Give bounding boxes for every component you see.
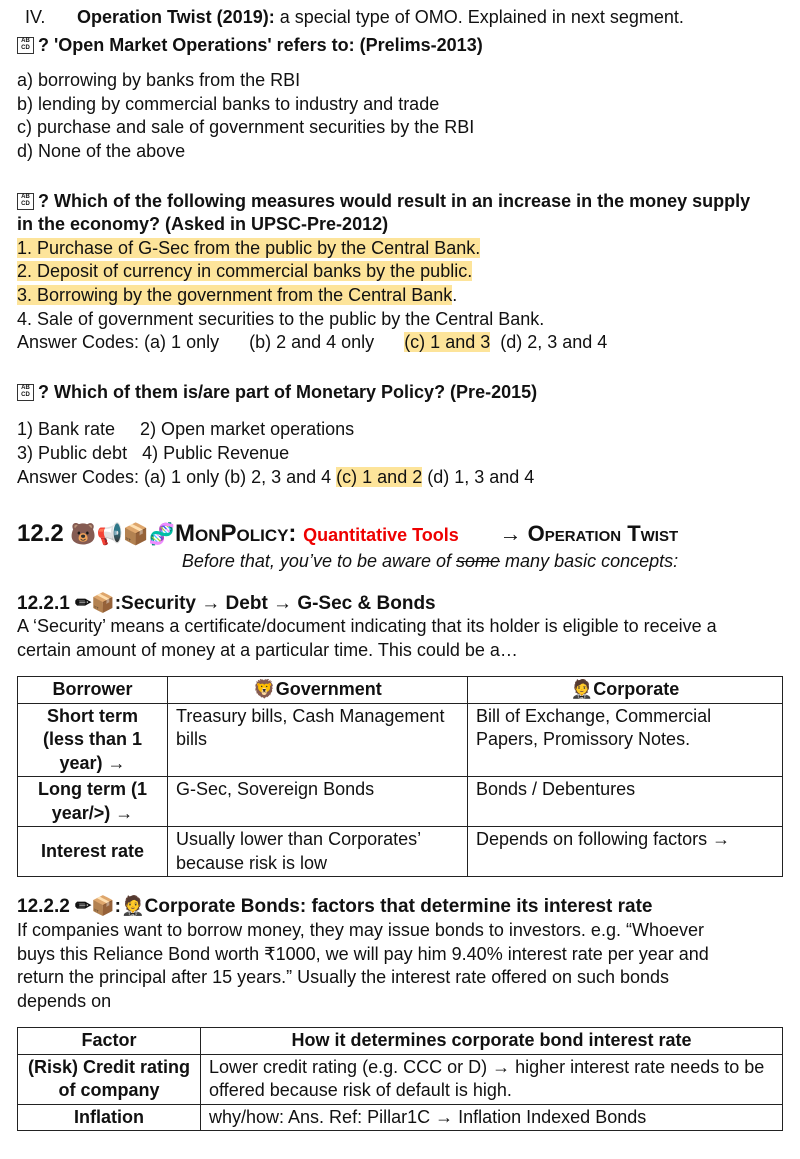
answer-suffix: (d) 1, 3 and 4 xyxy=(422,466,535,487)
subtitle-b: many basic concepts: xyxy=(500,551,679,572)
subsection-title: Corporate Bonds: factors that determine its interest rate xyxy=(144,896,653,918)
q3-title xyxy=(17,381,783,405)
quantitative-tools-label: Quantitative Tools xyxy=(303,525,459,546)
header-cell: How it determines corporate bond interest rate xyxy=(201,1028,783,1055)
q3-line: 3) Public debt 4) Public Revenue xyxy=(17,442,290,463)
pencil-box-person-icons: ✏📦:🤵 xyxy=(75,896,145,918)
cell: Bill of Exchange, Commercial Papers, Promissory Notes. xyxy=(468,703,783,777)
option: b) lending by commercial banks to industry and trade xyxy=(17,93,440,114)
question-icon: ? xyxy=(38,34,49,55)
section-subtitle xyxy=(77,550,783,574)
table-row xyxy=(18,827,783,877)
row-label: (Risk) Credit rating of company xyxy=(18,1054,201,1104)
cell: Usually lower than Corporates’ because risk is low xyxy=(168,827,468,877)
paragraph-line: If companies want to borrow money, they may issue bonds to investors. e.g. “Whoever xyxy=(17,920,704,941)
q2-item: 4. Sale of government securities to the public by the Central Bank. xyxy=(17,308,545,329)
roman-numeral: IV. xyxy=(25,7,46,27)
q2-item: 2. Deposit of currency in commercial banks by the public. xyxy=(17,261,473,282)
answer-prefix: Answer Codes: (a) 1 only (b) 2 and 4 only xyxy=(17,332,375,353)
option: a) borrowing by banks from the RBI xyxy=(17,70,301,91)
subtitle-strike: some xyxy=(456,551,501,572)
row-label: Inflation xyxy=(18,1104,201,1131)
cell: Lower credit rating (e.g. CCC or D) → higher interest rate needs to be offered because risk of default is high. xyxy=(201,1054,783,1104)
table-header-row xyxy=(18,1028,783,1055)
q3-answer xyxy=(17,466,783,490)
q2-item: 3. Borrowing by the government from the Central Bank xyxy=(17,284,453,305)
subsection-number: 12.2.2 xyxy=(17,896,70,918)
cell: G-Sec, Sovereign Bonds xyxy=(168,777,468,827)
section-title: MonPolicy: xyxy=(174,520,297,548)
intro-text: a special type of OMO. Explained in next segment. xyxy=(274,7,684,27)
section-number: 12.2 xyxy=(17,520,64,548)
q2-item: 1. Purchase of G-Sec from the public by the Central Bank. xyxy=(17,237,481,258)
row-label: Interest rate xyxy=(18,827,168,877)
factor-table xyxy=(17,1027,783,1131)
q3-line: 1) Bank rate 2) Open market operations xyxy=(17,419,355,440)
intro-line xyxy=(17,6,783,30)
answer-prefix: Answer Codes: (a) 1 only (b) 2, 3 and 4 xyxy=(17,466,337,487)
abcd-icon: AB CD xyxy=(17,384,34,401)
section-icons: 🐻📢📦🧬 xyxy=(70,523,175,547)
header-cell: 🤵Corporate xyxy=(468,677,783,704)
table-row xyxy=(18,1104,783,1131)
pencil-box-icons: ✏📦 xyxy=(75,592,115,614)
paragraph-line: depends on xyxy=(17,990,112,1011)
header-cell: Factor xyxy=(18,1028,201,1055)
option: d) None of the above xyxy=(17,140,186,161)
header-cell: Borrower xyxy=(18,677,168,704)
q2-title-text: Which of the following measures would result in an increase in the money supply xyxy=(54,190,751,211)
table-row xyxy=(18,777,783,827)
question-icon: ? xyxy=(38,190,49,211)
abcd-icon: AB CD xyxy=(17,193,34,210)
q3-title-text: Which of them is/are part of Monetary Policy? (Pre-2015) xyxy=(54,381,538,402)
cell: why/how: Ans. Ref: Pillar1C → Inflation Indexed Bonds xyxy=(201,1104,783,1131)
row-label: Long term (1 year/>) → xyxy=(18,777,168,827)
q1-title-text: 'Open Market Operations' refers to: (Prelims-2013) xyxy=(54,34,483,55)
subtitle-a: Before that, you’ve to be aware of xyxy=(181,551,457,572)
table-header-row xyxy=(18,677,783,704)
answer-highlight: (c) 1 and 2 xyxy=(336,466,423,487)
intro-bold: Operation Twist (2019): xyxy=(77,7,275,27)
subsection-1-heading xyxy=(17,592,783,616)
subsection-2-heading xyxy=(17,895,783,919)
cell: Treasury bills, Cash Management bills xyxy=(168,703,468,777)
paragraph-line: buys this Reliance Bond worth ₹1000, we will pay him 9.40% interest rate per year and xyxy=(17,943,709,964)
answer-suffix: (d) 2, 3 and 4 xyxy=(490,332,608,353)
cell: Depends on following factors → xyxy=(468,827,783,877)
q1-title xyxy=(17,34,783,58)
section-heading xyxy=(17,519,783,550)
subsection-title: :Security → Debt → G-Sec & Bonds xyxy=(114,592,436,614)
table-row xyxy=(18,1054,783,1104)
borrower-table xyxy=(17,676,783,877)
paragraph-line: return the principal after 15 years.” Usually the interest rate offered on such bonds xyxy=(17,967,670,988)
abcd-icon: AB CD xyxy=(17,37,34,54)
question-icon: ? xyxy=(38,381,49,402)
q2-title-cont: in the economy? (Asked in UPSC-Pre-2012) xyxy=(17,214,389,235)
q1-options xyxy=(17,69,783,163)
q2-title xyxy=(17,190,783,214)
q2-item-tail: . xyxy=(452,284,458,305)
subsection-number: 12.2.1 xyxy=(17,592,70,614)
paragraph-line: certain amount of money at a particular time. This could be a… xyxy=(17,639,518,660)
table-row xyxy=(18,703,783,777)
option: c) purchase and sale of government securities by the RBI xyxy=(17,117,475,138)
answer-highlight: (c) 1 and 3 xyxy=(404,332,491,353)
q2-answer xyxy=(17,331,783,355)
row-label: Short term (less than 1 year) → xyxy=(18,703,168,777)
cell: Bonds / Debentures xyxy=(468,777,783,827)
paragraph-line: A ‘Security’ means a certificate/document indicating that its holder is eligible to receive a xyxy=(17,616,717,637)
operation-twist-link: → Operation Twist xyxy=(499,521,679,547)
header-cell: 🦁Government xyxy=(168,677,468,704)
